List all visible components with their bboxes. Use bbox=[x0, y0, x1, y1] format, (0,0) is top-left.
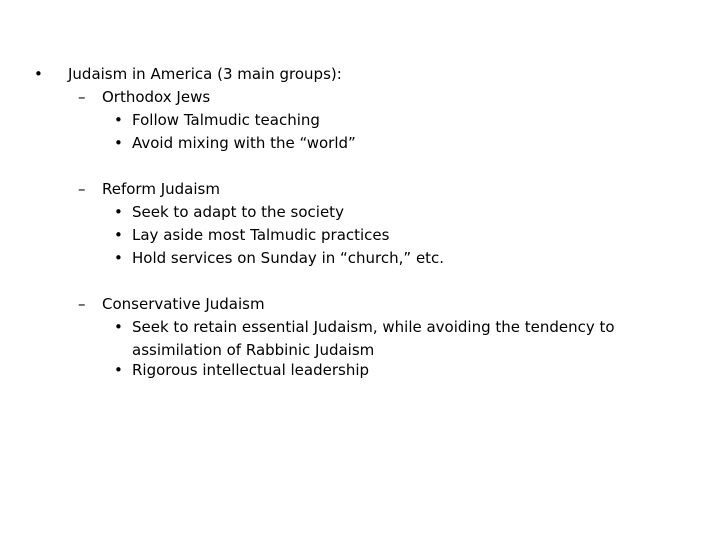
bullet-marker: • bbox=[114, 318, 123, 336]
conservative-point: Rigorous intellectual leadership bbox=[132, 361, 370, 379]
reform-point: Seek to adapt to the society bbox=[132, 203, 344, 221]
bullet-marker: • bbox=[114, 134, 123, 152]
bullet-marker: • bbox=[114, 361, 123, 379]
dash-marker: – bbox=[78, 295, 86, 313]
group-conservative-title: Conservative Judaism bbox=[102, 295, 265, 313]
conservative-point: Seek to retain essential Judaism, while avoiding the tendency to assimilation of Rabbinic Judaism bbox=[132, 318, 615, 359]
orthodox-point: Avoid mixing with the “world” bbox=[132, 134, 356, 152]
bullet-marker: • bbox=[114, 226, 123, 244]
bullet-marker: • bbox=[34, 65, 43, 83]
reform-point: Lay aside most Talmudic practices bbox=[132, 226, 390, 244]
slide-heading: Judaism in America (3 main groups): bbox=[68, 65, 342, 83]
group-orthodox-title: Orthodox Jews bbox=[102, 88, 211, 106]
group-reform-title: Reform Judaism bbox=[102, 180, 220, 198]
dash-marker: – bbox=[78, 180, 86, 198]
reform-point: Hold services on Sunday in “church,” etc. bbox=[132, 249, 445, 267]
dash-marker: – bbox=[78, 88, 86, 106]
bullet-marker: • bbox=[114, 111, 123, 129]
orthodox-point: Follow Talmudic teaching bbox=[132, 111, 320, 129]
bullet-marker: • bbox=[114, 203, 123, 221]
bullet-marker: • bbox=[114, 249, 123, 267]
